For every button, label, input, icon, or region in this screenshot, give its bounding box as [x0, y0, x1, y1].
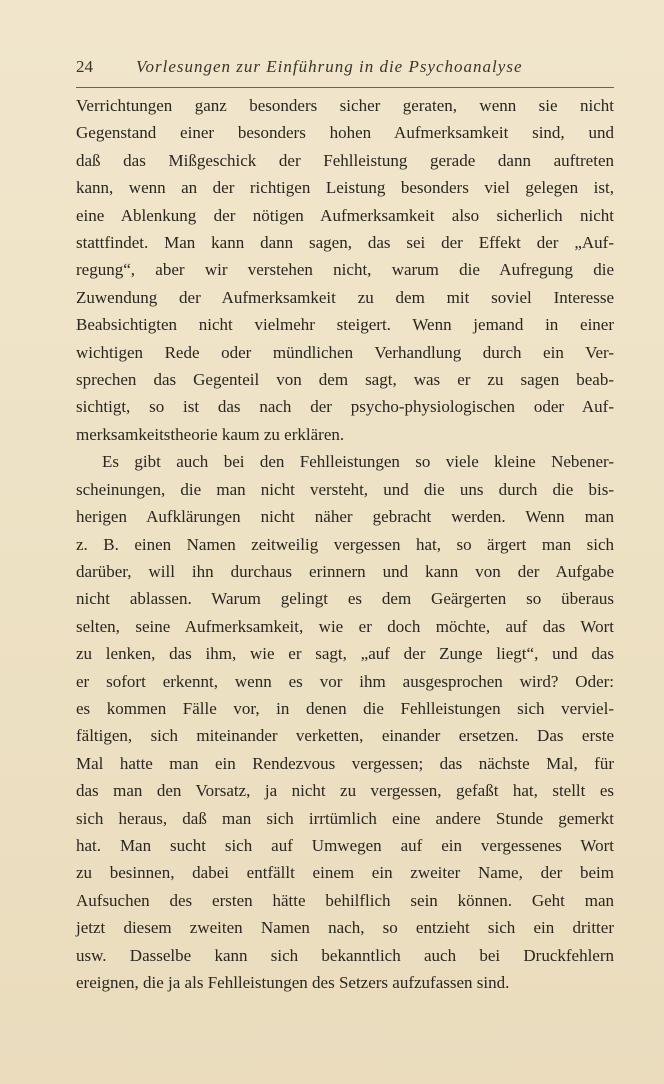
text-line: daß das Mißgeschick der Fehlleistung gerade dann auftreten: [76, 150, 614, 170]
text-line: Gegenstand einer besonders hohen Aufmerksamkeit sind, und: [76, 123, 614, 143]
text-line: zu lenken, das ihm, wie er sagt, „auf der Zunge liegt“, und das: [76, 644, 614, 664]
text-line: Beabsichtigten nicht vielmehr steigert. Wenn jemand in einer: [76, 315, 614, 335]
text-line: Aufsuchen des ersten hätte behilflich sein können. Geht man: [76, 890, 614, 910]
text-line: das man den Vorsatz, ja nicht zu vergessen, gefaßt hat, stellt es: [76, 781, 614, 801]
text-line: Es gibt auch bei den Fehlleistungen so viele kleine Nebener-: [102, 452, 614, 472]
text-line: z. B. einen Namen zeitweilig vergessen hat, so ärgert man sich: [76, 534, 614, 554]
text-line: selten, seine Aufmerksamkeit, wie er doch möchte, auf das Wort: [76, 616, 614, 636]
text-line: sprechen das Gegenteil von dem sagt, was er zu sagen beab-: [76, 370, 614, 390]
text-line: merksamkeitstheorie kaum zu erklären.: [76, 424, 345, 444]
text-line: nicht ablassen. Warum gelingt es dem Geärgerten so überaus: [76, 589, 614, 609]
text-line: herigen Aufklärungen nicht näher gebracht werden. Wenn man: [76, 507, 614, 527]
text-line: sich heraus, daß man sich irrtümlich eine andere Stunde gemerkt: [76, 808, 614, 828]
text-line: darüber, will ihn durchaus erinnern und kann von der Aufgabe: [76, 561, 614, 581]
text-line: wichtigen Rede oder mündlichen Verhandlung durch ein Ver-: [76, 342, 614, 362]
text-line: kann, wenn an der richtigen Leistung besonders viel gelegen ist,: [76, 178, 614, 198]
header-rule: [76, 87, 614, 88]
text-line: stattfindet. Man kann dann sagen, das sei der Effekt der „Auf-: [76, 233, 614, 253]
text-line: hat. Man sucht sich auf Umwegen auf ein vergessenes Wort: [76, 835, 614, 855]
page-header: [76, 57, 614, 77]
text-line: Zuwendung der Aufmerksamkeit zu dem mit soviel Interesse: [76, 287, 614, 307]
text-line: regung“, aber wir verstehen nicht, warum die Aufregung die: [76, 260, 614, 280]
text-line: eine Ablenkung der nötigen Aufmerksamkeit also sicherlich nicht: [76, 205, 614, 225]
text-line: er sofort erkennt, wenn es vor ihm ausgesprochen wird? Oder:: [76, 671, 614, 691]
paragraph: [76, 448, 614, 996]
running-title: Vorlesungen zur Einführung in die Psychoanalyse: [136, 57, 523, 76]
text-line: zu besinnen, dabei entfällt einem ein zweiter Name, der beim: [76, 863, 614, 883]
text-line: jetzt diesem zweiten Namen nach, so entzieht sich ein dritter: [76, 918, 614, 938]
text-line: sichtigt, so ist das nach der psycho-physiologischen oder Auf-: [76, 397, 614, 417]
text-line: scheinungen, die man nicht versteht, und die uns durch die bis-: [76, 479, 614, 499]
page-number: 24: [76, 57, 93, 76]
text-line: es kommen Fälle vor, in denen die Fehlleistungen sich verviel-: [76, 698, 614, 718]
paragraph: [76, 92, 614, 448]
text-line: Verrichtungen ganz besonders sicher geraten, wenn sie nicht: [76, 96, 614, 115]
body-text: [76, 92, 614, 996]
text-line: Mal hatte man ein Rendezvous vergessen; das nächste Mal, für: [76, 753, 614, 773]
text-line: usw. Dasselbe kann sich bekanntlich auch bei Druckfehlern: [76, 945, 614, 965]
text-line: fältigen, sich miteinander verketten, einander ersetzen. Das erste: [76, 726, 614, 746]
text-line: ereignen, die ja als Fehlleistungen des Setzers aufzufassen sind.: [76, 973, 510, 992]
